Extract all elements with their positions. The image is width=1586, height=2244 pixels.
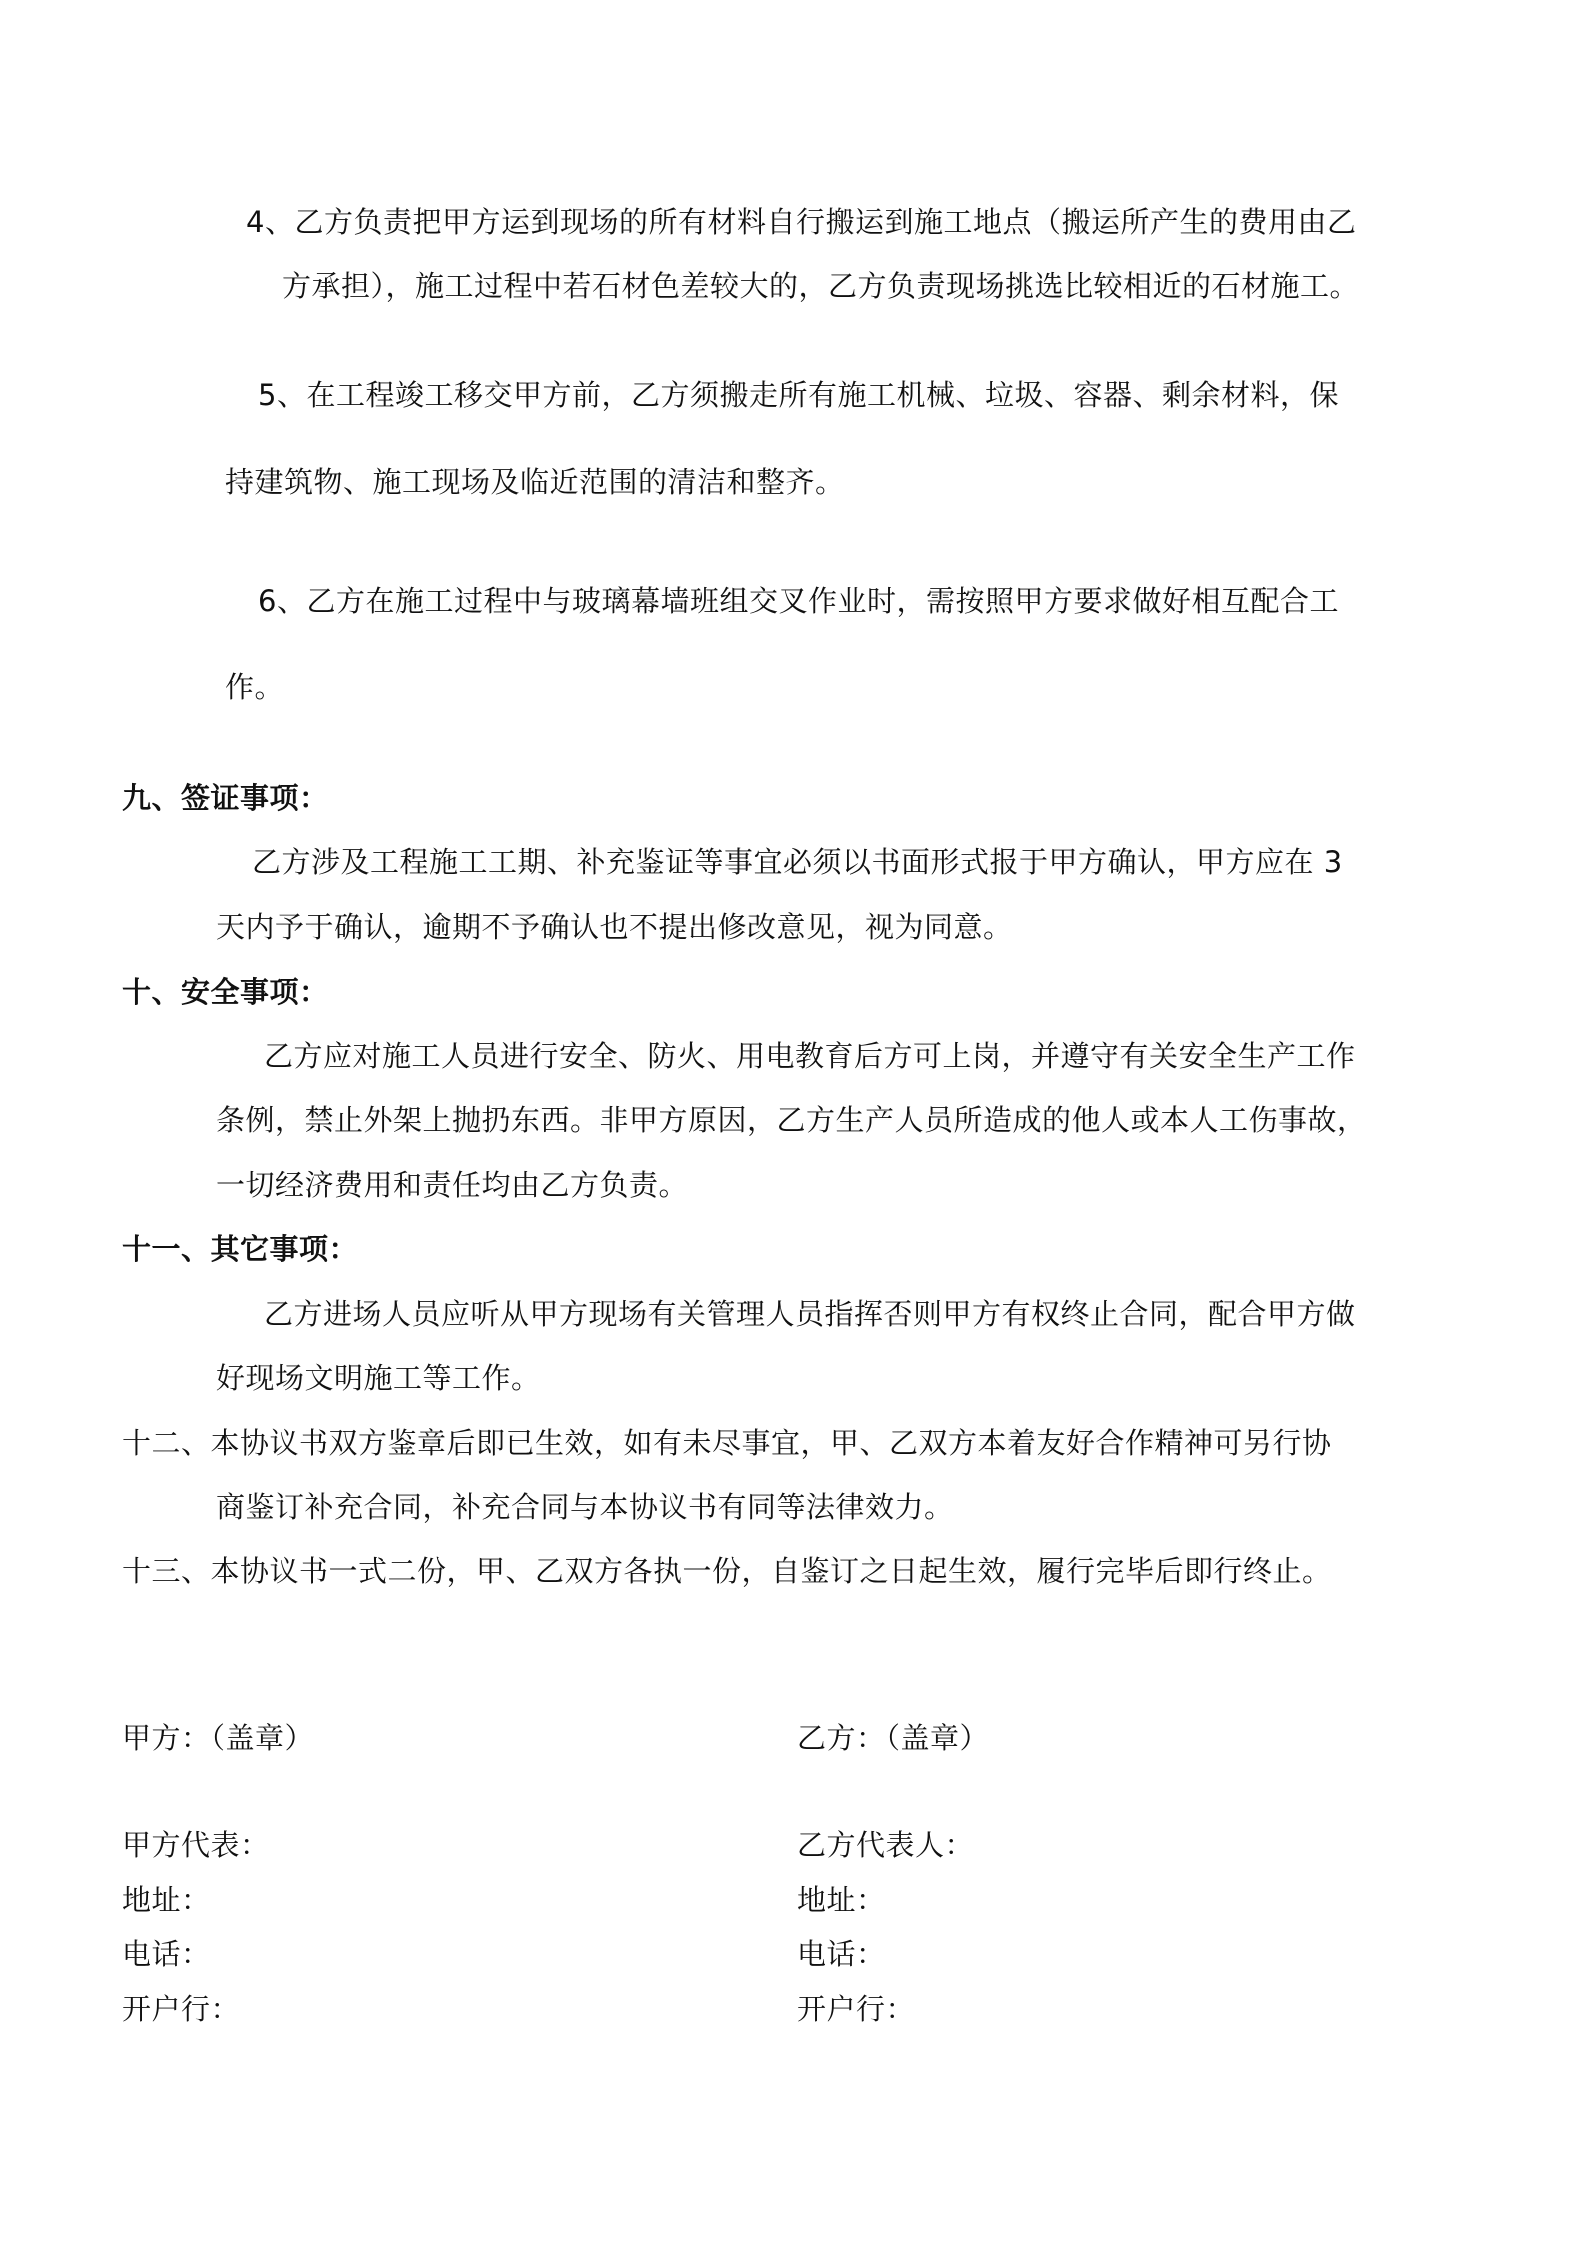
party-a-bank: 开户行： <box>122 1992 241 2026</box>
section-10-line-1: 乙方应对施工人员进行安全、防火、用电教育后方可上岗，并遵守有关安全生产工作 <box>264 1039 1356 1073</box>
party-b-representative: 乙方代表人： <box>797 1828 975 1862</box>
party-b-seal: 乙方：（盖章） <box>797 1721 990 1755</box>
party-b-address: 地址： <box>797 1883 886 1917</box>
item-6-line-2: 作。 <box>225 670 285 704</box>
section-11-line-1: 乙方进场人员应听从甲方现场有关管理人员指挥否则甲方有权终止合同，配合甲方做 <box>264 1297 1356 1331</box>
item-4-line-2: 方承担），施工过程中若石材色差较大的，乙方负责现场挑选比较相近的石材施工。 <box>282 269 1360 303</box>
party-a-phone: 电话： <box>122 1937 211 1971</box>
section-12-line-2: 商鉴订补充合同，补充合同与本协议书有同等法律效力。 <box>216 1490 954 1524</box>
section-9-line-2: 天内予于确认，逾期不予确认也不提出修改意见，视为同意。 <box>216 910 1013 944</box>
section-9-heading: 九、签证事项： <box>122 781 329 815</box>
item-6-line-1: 6、乙方在施工过程中与玻璃幕墙班组交叉作业时，需按照甲方要求做好相互配合工 <box>258 584 1339 618</box>
item-4-line-1: 4、乙方负责把甲方运到现场的所有材料自行搬运到施工地点（搬运所产生的费用由乙 <box>246 205 1357 239</box>
party-b-phone: 电话： <box>797 1937 886 1971</box>
section-10-line-3: 一切经济费用和责任均由乙方负责。 <box>216 1168 689 1202</box>
section-11-line-2: 好现场文明施工等工作。 <box>216 1361 541 1395</box>
party-a-address: 地址： <box>122 1883 211 1917</box>
section-13-line-1: 十三、本协议书一式二份，甲、乙双方各执一份，自鉴订之日起生效，履行完毕后即行终止。 <box>122 1554 1332 1588</box>
section-10-line-2: 条例，禁止外架上抛扔东西。非甲方原因，乙方生产人员所造成的他人或本人工伤事故， <box>216 1103 1367 1137</box>
party-b-bank: 开户行： <box>797 1992 916 2026</box>
section-12-line-1: 十二、本协议书双方鉴章后即已生效，如有未尽事宜，甲、乙双方本着友好合作精神可另行协 <box>122 1426 1332 1460</box>
party-a-representative: 甲方代表： <box>122 1828 270 1862</box>
party-a-seal: 甲方：（盖章） <box>122 1721 315 1755</box>
section-9-line-1: 乙方涉及工程施工工期、补充鉴证等事宜必须以书面形式报于甲方确认，甲方应在 3 <box>252 845 1343 879</box>
item-5-line-2: 持建筑物、施工现场及临近范围的清洁和整齐。 <box>225 465 845 499</box>
section-11-heading: 十一、其它事项： <box>122 1232 359 1266</box>
section-10-heading: 十、安全事项： <box>122 975 329 1009</box>
item-5-line-1: 5、在工程竣工移交甲方前，乙方须搬走所有施工机械、垃圾、容器、剩余材料，保 <box>258 378 1339 412</box>
